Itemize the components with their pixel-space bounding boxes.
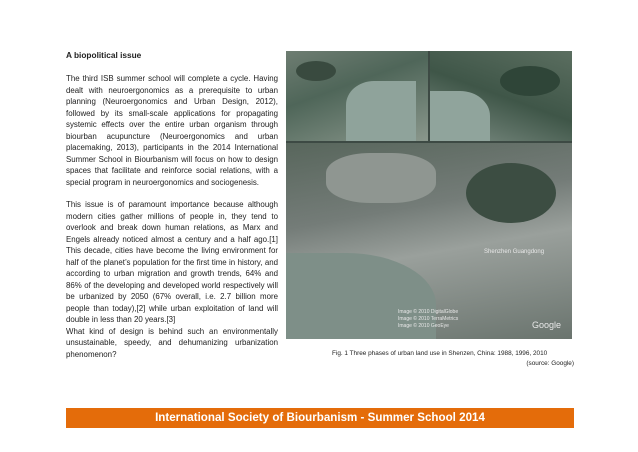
- copyright-line-2: Image © 2010 TerraMetrics: [398, 316, 459, 322]
- banner-text: International Society of Biourbanism - Summer School 2014: [155, 411, 485, 424]
- google-watermark: Google: [532, 320, 562, 330]
- satellite-image-2010: [286, 143, 572, 339]
- satellite-figure: [286, 51, 572, 339]
- footer-banner: [66, 408, 574, 428]
- copyright-line-1: Image © 2010 DigitalGlobe: [398, 309, 459, 315]
- copyright-line-3: Image © 2010 GeoEye: [398, 323, 449, 329]
- caption-line-1: Fig. 1 Three phases of urban land use in Shenzen, China: 1988, 1996, 2010: [332, 350, 548, 357]
- paragraph-2: This issue is of paramount importance because although modern cities gather millions of people in, they tend to overlook and break down human relations, as Marx and Engels already noticed almost a century and a half ago.[1] This decade, cities have become the living environment for half of the planet’s population for the first time in history, and according to urban migration and growth trends, 64% and 86% of the developing and developed world respectively will be urbanized by 2050 (67% overall, i.e. 2.7 billion more people than today),[2] while urban exploitation of land will double in less than 20 years.[3]: [66, 200, 278, 324]
- section-heading: A biopolitical issue: [66, 50, 142, 60]
- caption-line-2: (source: Google): [526, 360, 574, 367]
- article-column: [66, 50, 278, 371]
- place-label: Shenzhen Guangdong: [484, 249, 545, 255]
- figure-caption: [332, 349, 574, 369]
- paragraph-3: What kind of design is behind such an environmentally unsustainable, speedy, and dehumanizing urbanization phenomenon?: [66, 326, 278, 359]
- satellite-image-1996: [430, 51, 572, 141]
- satellite-image-1988: [286, 51, 428, 141]
- paragraph-1: The third ISB summer school will complete a cycle. Having dealt with neuroergonomics as a prerequisite to urban planning (Neuroergonomics and Urban Design, 2012), followed by its small-scale applications for propagating systemic effects over the entire urban organism through biourban acupuncture (Neuroergonomics and urban placemaking, 2013), participants in the 2014 International Summer School in Biourbanism will focus on how to design spaces that facilitate and reinforce social relations, with a special program in neuroergonomics and sociogenesis.: [66, 74, 278, 187]
